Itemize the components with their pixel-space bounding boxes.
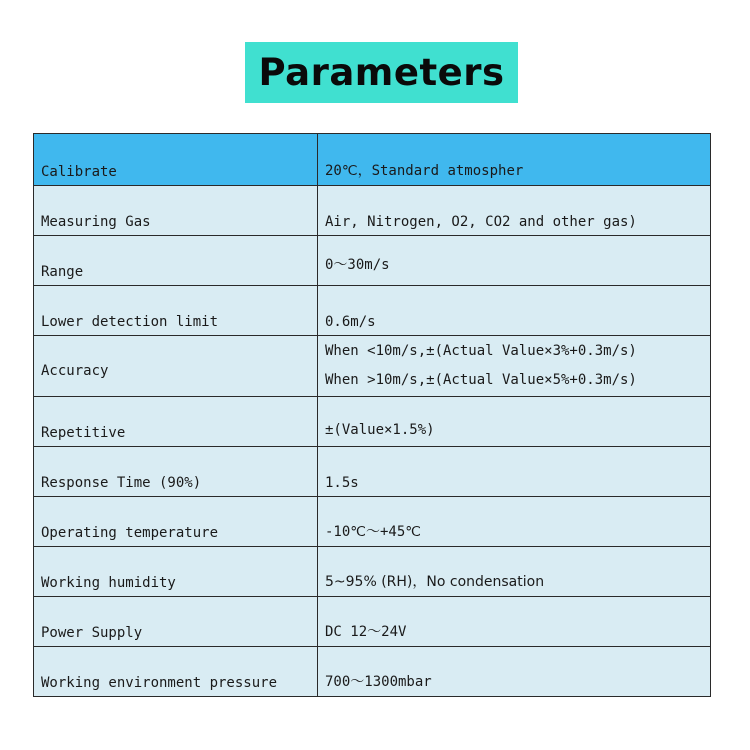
row-value: ±(Value×1.5%) — [318, 397, 711, 447]
table-row-accuracy — [34, 336, 711, 397]
row-value: 0.6m/s — [318, 286, 711, 336]
row-label: Response Time (90%) — [34, 447, 318, 497]
row-value: 700～1300mbar — [318, 647, 711, 697]
row-label: Calibrate — [34, 134, 318, 186]
row-value — [318, 336, 711, 397]
page-title: Parameters — [258, 51, 505, 94]
row-value: 20℃，Standard atmospher — [318, 134, 711, 186]
row-label: Range — [34, 236, 318, 286]
table-row-working-environment-pressure — [34, 647, 711, 697]
table-row-response-time — [34, 447, 711, 497]
table-row-working-humidity — [34, 547, 711, 597]
row-label: Power Supply — [34, 597, 318, 647]
row-label: Lower detection limit — [34, 286, 318, 336]
title-banner — [245, 42, 518, 103]
table-row-repetitive — [34, 397, 711, 447]
row-label: Working humidity — [34, 547, 318, 597]
row-label: Operating temperature — [34, 497, 318, 547]
row-value: 1.5s — [318, 447, 711, 497]
row-label: Measuring Gas — [34, 186, 318, 236]
accuracy-line-high: When >10m/s,±(Actual Value×5%+0.3m/s) — [325, 372, 637, 388]
table-row-lower-detection-limit — [34, 286, 711, 336]
row-value: -10℃～+45℃ — [318, 497, 711, 547]
row-value: DC 12～24V — [318, 597, 711, 647]
table-row-power-supply — [34, 597, 711, 647]
row-label: Accuracy — [34, 336, 318, 397]
row-label: Working environment pressure — [34, 647, 318, 697]
row-label: Repetitive — [34, 397, 318, 447]
table-row-calibrate — [34, 134, 711, 186]
row-value: 5~95% (RH)，No condensation — [318, 547, 711, 597]
row-value: 0～30m/s — [318, 236, 711, 286]
table-row-measuring-gas — [34, 186, 711, 236]
table-row-range — [34, 236, 711, 286]
table-row-operating-temperature — [34, 497, 711, 547]
row-value: Air, Nitrogen, O2, CO2 and other gas) — [318, 186, 711, 236]
accuracy-line-low: When <10m/s,±(Actual Value×3%+0.3m/s) — [325, 343, 637, 359]
parameters-table — [33, 133, 711, 697]
